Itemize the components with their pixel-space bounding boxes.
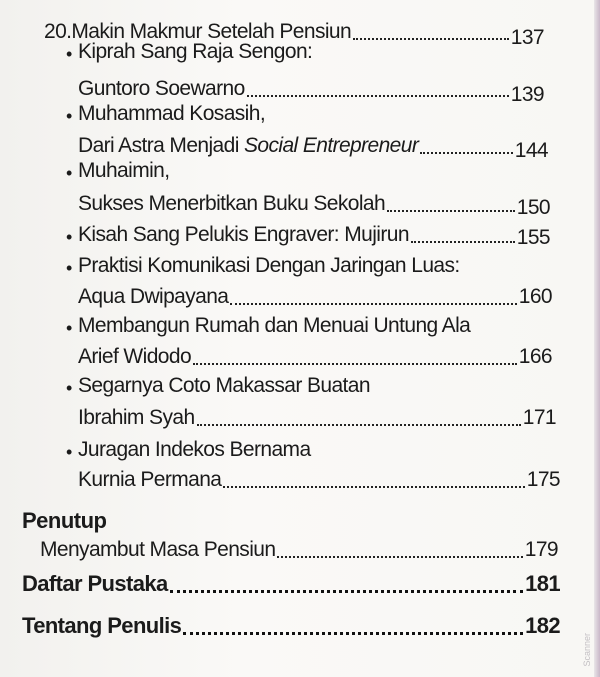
page-number: 150: [516, 196, 550, 219]
leader-dots: [353, 38, 509, 40]
chapter-title: Makin Makmur Setelah Pensiun: [71, 20, 352, 43]
leader-dots: [170, 590, 523, 593]
toc-entry: Ibrahim Syah 171: [78, 406, 556, 429]
page-number: 171: [522, 406, 556, 429]
toc-tentang-penulis: Tentang Penulis 182: [22, 613, 560, 638]
toc-entry-title: Praktisi Komunikasi Dengan Jaringan Luas:: [78, 254, 460, 277]
page-number: 144: [514, 139, 548, 162]
toc-entry-title: Segarnya Coto Makassar Buatan: [78, 374, 370, 397]
page-number: 179: [524, 538, 558, 561]
toc-entry: Menyambut Masa Pensiun 179: [40, 538, 558, 561]
leader-dots: [411, 241, 515, 243]
toc-entry-title: Muhammad Kosasih,: [78, 102, 266, 125]
toc-entry-title: Kiprah Sang Raja Sengon:: [78, 40, 313, 63]
scanner-watermark: Scanner: [582, 633, 592, 667]
leader-dots: [247, 95, 509, 97]
toc-entry: Kisah Sang Pelukis Engraver: Mujirun 155: [78, 223, 550, 249]
toc-entry: Kurnia Permana 175: [78, 468, 560, 491]
bullet-icon: •: [66, 258, 73, 278]
leader-dots: [387, 210, 515, 212]
page-number: 137: [510, 26, 544, 49]
toc-entry: Sukses Menerbitkan Buku Sekolah 150: [78, 192, 550, 219]
page-number: 182: [525, 613, 560, 638]
toc-entry-title: Muhaimin,: [78, 159, 170, 182]
toc-entry-title: Juragan Indekos Bernama: [78, 438, 311, 461]
page-number: 139: [510, 83, 544, 106]
leader-dots: [223, 486, 524, 488]
leader-dots: [193, 363, 517, 365]
bullet-icon: •: [66, 442, 73, 462]
page-edge: [594, 0, 600, 677]
toc-entry: Guntoro Soewarno 139: [78, 77, 544, 106]
leader-dots: [183, 632, 523, 635]
bullet-icon: •: [66, 44, 73, 64]
bullet-icon: •: [66, 227, 73, 247]
page-number: 155: [516, 226, 550, 249]
page-number: 181: [525, 571, 560, 596]
page-number: 175: [526, 468, 560, 491]
bullet-icon: •: [66, 163, 73, 183]
bullet-icon: •: [66, 318, 73, 338]
leader-dots: [277, 556, 522, 558]
section-heading-penutup: Penutup: [22, 508, 107, 533]
toc-entry: Arief Widodo 166: [78, 345, 552, 368]
page-number: 160: [518, 285, 552, 308]
toc-entry-title: Membangun Rumah dan Menuai Untung Ala: [78, 314, 471, 337]
leader-dots: [197, 424, 521, 426]
bullet-icon: •: [66, 106, 73, 126]
chapter-number: 20.: [44, 20, 72, 43]
leader-dots: [230, 303, 516, 305]
bullet-icon: •: [66, 378, 73, 398]
toc-entry: Aqua Dwipayana 160: [78, 285, 552, 308]
leader-dots: [420, 152, 513, 154]
page-number: 166: [518, 345, 552, 368]
toc-daftar-pustaka: Daftar Pustaka 181: [22, 571, 560, 596]
toc-entry: Dari Astra Menjadi Social Entrepreneur 144: [78, 134, 548, 162]
